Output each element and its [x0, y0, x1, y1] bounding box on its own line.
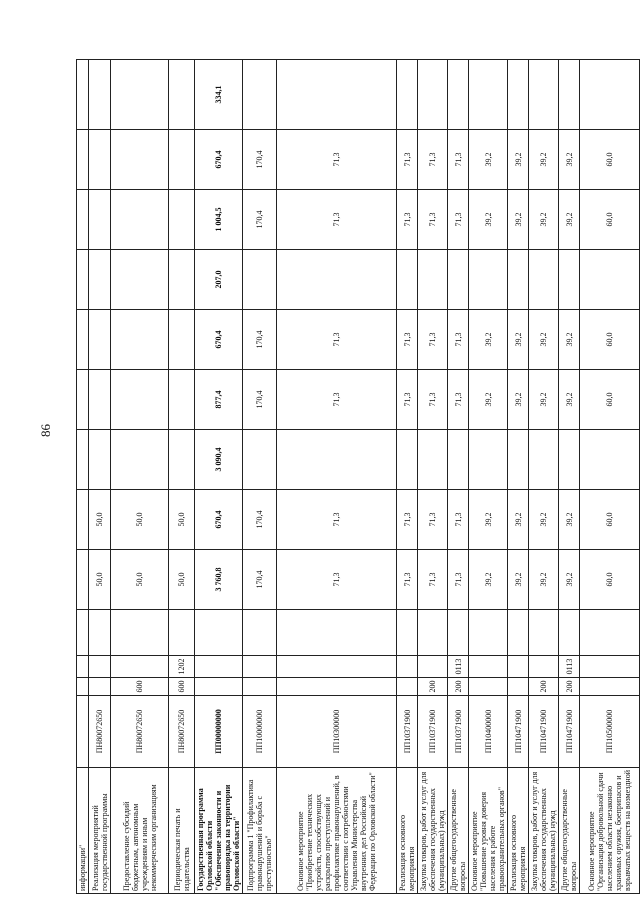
amount-cell [77, 430, 89, 490]
amount-cell: 60,0 [580, 190, 640, 250]
table-row [418, 60, 448, 894]
amount-cell: 50,0 [169, 490, 195, 550]
amount-cell: 39,2 [508, 550, 529, 610]
amount-cell: 207,0 [195, 250, 243, 310]
budget-table [76, 59, 640, 894]
kbk-code-cell: ПП10400000 [469, 696, 508, 768]
rotated-table-area [76, 60, 632, 894]
kbk-code-cell: ПП10471900 [529, 696, 559, 768]
amount-cell: 71,3 [397, 490, 418, 550]
amount-cell: 60,0 [580, 490, 640, 550]
amount-cell [111, 610, 169, 656]
amount-cell: 670,4 [195, 130, 243, 190]
amount-cell: 3 760,8 [195, 550, 243, 610]
amount-cell: 71,3 [277, 310, 397, 370]
amount-cell: 39,2 [559, 310, 580, 370]
amount-cell: 50,0 [169, 550, 195, 610]
section-code-cell [243, 656, 277, 678]
amount-cell: 71,3 [418, 370, 448, 430]
amount-cell: 71,3 [397, 190, 418, 250]
table-body [77, 60, 640, 894]
section-code-cell [277, 656, 397, 678]
kbk-code-cell: ПН80072650 [89, 696, 111, 768]
table-row [397, 60, 418, 894]
amount-cell [243, 430, 277, 490]
amount-cell: 39,2 [559, 490, 580, 550]
amount-cell [111, 130, 169, 190]
amount-cell: 1 004,5 [195, 190, 243, 250]
amount-cell [169, 60, 195, 130]
row-name-cell: информации" [77, 768, 89, 894]
section-code-cell: 0113 [559, 656, 580, 678]
table-row [469, 60, 508, 894]
amount-cell [397, 60, 418, 130]
amount-cell: 71,3 [277, 490, 397, 550]
vr-code-cell: 600 [169, 678, 195, 696]
vr-code-cell: 200 [529, 678, 559, 696]
amount-cell [448, 60, 469, 130]
amount-cell: 39,2 [559, 190, 580, 250]
amount-cell [529, 60, 559, 130]
amount-cell [77, 190, 89, 250]
vr-code-cell [89, 678, 111, 696]
kbk-code-cell: ПП10371900 [448, 696, 469, 768]
amount-cell: 71,3 [418, 130, 448, 190]
table-row [508, 60, 529, 894]
section-code-cell [111, 656, 169, 678]
kbk-code-cell: ПП10471900 [559, 696, 580, 768]
amount-cell: 71,3 [277, 370, 397, 430]
amount-cell [77, 550, 89, 610]
vr-code-cell: 600 [111, 678, 169, 696]
table-row [89, 60, 111, 894]
kbk-code-cell: ПП10371900 [418, 696, 448, 768]
amount-cell [111, 60, 169, 130]
table-row [77, 60, 89, 894]
amount-cell: 60,0 [580, 370, 640, 430]
amount-cell [111, 190, 169, 250]
amount-cell: 39,2 [508, 370, 529, 430]
amount-cell [529, 430, 559, 490]
amount-cell [89, 310, 111, 370]
amount-cell [89, 250, 111, 310]
vr-code-cell [469, 678, 508, 696]
amount-cell [111, 430, 169, 490]
amount-cell [418, 430, 448, 490]
amount-cell [169, 430, 195, 490]
row-name-cell: Реализация основного мероприятия [508, 768, 529, 894]
amount-cell [243, 250, 277, 310]
amount-cell: 50,0 [111, 550, 169, 610]
amount-cell: 39,2 [559, 550, 580, 610]
amount-cell [243, 60, 277, 130]
kbk-code-cell [77, 696, 89, 768]
amount-cell [169, 370, 195, 430]
amount-cell [418, 610, 448, 656]
amount-cell [508, 610, 529, 656]
amount-cell: 170,4 [243, 190, 277, 250]
amount-cell [89, 610, 111, 656]
amount-cell [580, 610, 640, 656]
amount-cell [559, 430, 580, 490]
table-row [111, 60, 169, 894]
vr-code-cell: 200 [559, 678, 580, 696]
kbk-code-cell: ПП10000000 [243, 696, 277, 768]
amount-cell: 71,3 [418, 550, 448, 610]
amount-cell [111, 250, 169, 310]
amount-cell: 39,2 [559, 370, 580, 430]
amount-cell: 50,0 [111, 490, 169, 550]
row-name-cell: Основное мероприятие "Приобретение технических устройств, способствующих раскрытию преступлений и профилактике правонарушений, в соответствии с потребностями Управления Министерства внутренних дел Российской Федерации по Орловской области" [277, 768, 397, 894]
amount-cell: 71,3 [277, 190, 397, 250]
amount-cell: 39,2 [529, 550, 559, 610]
amount-cell: 3 090,4 [195, 430, 243, 490]
amount-cell [89, 60, 111, 130]
amount-cell: 71,3 [397, 310, 418, 370]
amount-cell: 71,3 [277, 130, 397, 190]
amount-cell: 39,2 [529, 190, 559, 250]
amount-cell [277, 60, 397, 130]
row-name-cell: Основное мероприятие "Повышение уровня доверия населения к работе правоохранительных органов" [469, 768, 508, 894]
amount-cell: 39,2 [469, 370, 508, 430]
amount-cell: 39,2 [529, 130, 559, 190]
amount-cell [448, 250, 469, 310]
amount-cell [397, 610, 418, 656]
amount-cell [111, 370, 169, 430]
amount-cell [397, 250, 418, 310]
amount-cell: 71,3 [448, 130, 469, 190]
amount-cell: 39,2 [469, 130, 508, 190]
amount-cell: 71,3 [448, 190, 469, 250]
kbk-code-cell: ПП10300000 [277, 696, 397, 768]
row-name-cell: Другие общегосударственные вопросы [559, 768, 580, 894]
amount-cell: 71,3 [418, 310, 448, 370]
amount-cell [277, 430, 397, 490]
amount-cell: 71,3 [448, 550, 469, 610]
amount-cell [559, 60, 580, 130]
amount-cell: 877,4 [195, 370, 243, 430]
section-code-cell [89, 656, 111, 678]
amount-cell [89, 130, 111, 190]
amount-cell: 71,3 [397, 550, 418, 610]
amount-cell [418, 60, 448, 130]
amount-cell: 39,2 [529, 490, 559, 550]
amount-cell [397, 430, 418, 490]
amount-cell [77, 310, 89, 370]
amount-cell: 39,2 [508, 130, 529, 190]
amount-cell: 670,4 [195, 310, 243, 370]
amount-cell: 71,3 [448, 370, 469, 430]
amount-cell [508, 250, 529, 310]
amount-cell: 39,2 [529, 370, 559, 430]
amount-cell [529, 250, 559, 310]
amount-cell [469, 610, 508, 656]
table-row [529, 60, 559, 894]
section-code-cell [529, 656, 559, 678]
section-code-cell [77, 656, 89, 678]
amount-cell [448, 610, 469, 656]
amount-cell [89, 370, 111, 430]
amount-cell: 71,3 [448, 310, 469, 370]
row-name-cell: Основное мероприятие "Организация добровольной сдачи населением области незаконно хранимых оружия, боеприпасов и взрывчатых веществ на возмездной [580, 768, 640, 894]
amount-cell: 71,3 [418, 190, 448, 250]
amount-cell: 50,0 [89, 550, 111, 610]
table-row [243, 60, 277, 894]
amount-cell: 39,2 [469, 550, 508, 610]
amount-cell: 60,0 [580, 310, 640, 370]
rotated-table-container [76, 60, 632, 894]
vr-code-cell [77, 678, 89, 696]
amount-cell [580, 250, 640, 310]
amount-cell [89, 430, 111, 490]
amount-cell [580, 430, 640, 490]
amount-cell: 39,2 [529, 310, 559, 370]
section-code-cell [397, 656, 418, 678]
amount-cell [77, 490, 89, 550]
amount-cell [559, 610, 580, 656]
amount-cell: 60,0 [580, 130, 640, 190]
amount-cell: 170,4 [243, 490, 277, 550]
amount-cell [243, 610, 277, 656]
row-name-cell: Периодическая печать и издательства [169, 768, 195, 894]
vr-code-cell [195, 678, 243, 696]
amount-cell: 39,2 [508, 190, 529, 250]
section-code-cell [418, 656, 448, 678]
amount-cell [77, 610, 89, 656]
row-name-cell: Государственная программа Орловской области "Обеспечение законности и правопорядка на территории Орловской области" [195, 768, 243, 894]
kbk-code-cell: ПП00000000 [195, 696, 243, 768]
amount-cell [448, 430, 469, 490]
amount-cell [169, 250, 195, 310]
amount-cell: 334,1 [195, 60, 243, 130]
amount-cell [508, 60, 529, 130]
amount-cell [111, 310, 169, 370]
section-code-cell [195, 656, 243, 678]
vr-code-cell [277, 678, 397, 696]
amount-cell: 39,2 [508, 490, 529, 550]
amount-cell [169, 610, 195, 656]
table-row [448, 60, 469, 894]
amount-cell [195, 610, 243, 656]
amount-cell [169, 190, 195, 250]
vr-code-cell: 200 [418, 678, 448, 696]
amount-cell: 50,0 [89, 490, 111, 550]
table-row [169, 60, 195, 894]
amount-cell [529, 610, 559, 656]
section-code-cell: 1202 [169, 656, 195, 678]
amount-cell: 39,2 [508, 310, 529, 370]
table-row [559, 60, 580, 894]
table-row [580, 60, 640, 894]
row-name-cell: Закупка товаров, работ и услуг для обеспечения государственных (муниципальных) нужд [418, 768, 448, 894]
row-name-cell: Реализация основного мероприятия [397, 768, 418, 894]
amount-cell: 71,3 [397, 130, 418, 190]
section-code-cell [580, 656, 640, 678]
amount-cell: 60,0 [580, 550, 640, 610]
amount-cell: 39,2 [469, 190, 508, 250]
amount-cell: 39,2 [469, 310, 508, 370]
kbk-code-cell: ПП10371900 [397, 696, 418, 768]
section-code-cell: 0113 [448, 656, 469, 678]
table-row [195, 60, 243, 894]
vr-code-cell: 200 [448, 678, 469, 696]
section-code-cell [508, 656, 529, 678]
amount-cell: 71,3 [448, 490, 469, 550]
amount-cell [559, 250, 580, 310]
amount-cell [89, 190, 111, 250]
amount-cell: 39,2 [469, 490, 508, 550]
kbk-code-cell: ПН80072650 [111, 696, 169, 768]
amount-cell [508, 430, 529, 490]
amount-cell [77, 60, 89, 130]
amount-cell [77, 130, 89, 190]
amount-cell [469, 430, 508, 490]
kbk-code-cell: ПН80072650 [169, 696, 195, 768]
row-name-cell: Другие общегосударственные вопросы [448, 768, 469, 894]
vr-code-cell [508, 678, 529, 696]
table-row [277, 60, 397, 894]
amount-cell [580, 60, 640, 130]
kbk-code-cell: ПП10500000 [580, 696, 640, 768]
amount-cell [469, 250, 508, 310]
amount-cell: 71,3 [277, 550, 397, 610]
row-name-cell: Закупка товаров, работ и услуг для обеспечения государственных (муниципальных) нужд [529, 768, 559, 894]
amount-cell [469, 60, 508, 130]
section-code-cell [469, 656, 508, 678]
amount-cell: 170,4 [243, 550, 277, 610]
amount-cell: 71,3 [418, 490, 448, 550]
vr-code-cell [580, 678, 640, 696]
vr-code-cell [397, 678, 418, 696]
row-name-cell: Предоставление субсидий бюджетным, автономным учреждениям и иным некоммерческим организациям [111, 768, 169, 894]
amount-cell: 170,4 [243, 370, 277, 430]
amount-cell: 71,3 [397, 370, 418, 430]
amount-cell [169, 310, 195, 370]
amount-cell: 170,4 [243, 310, 277, 370]
vr-code-cell [243, 678, 277, 696]
kbk-code-cell: ПП10471900 [508, 696, 529, 768]
amount-cell [77, 370, 89, 430]
amount-cell [277, 610, 397, 656]
row-name-cell: Реализация мероприятий государственной программы [89, 768, 111, 894]
amount-cell: 670,4 [195, 490, 243, 550]
amount-cell: 170,4 [243, 130, 277, 190]
amount-cell [169, 130, 195, 190]
row-name-cell: Подпрограмма 1 "Профилактика правонарушений и борьба с преступностью" [243, 768, 277, 894]
amount-cell: 39,2 [559, 130, 580, 190]
page-number: 86 [38, 424, 53, 437]
amount-cell [77, 250, 89, 310]
amount-cell [277, 250, 397, 310]
amount-cell [418, 250, 448, 310]
